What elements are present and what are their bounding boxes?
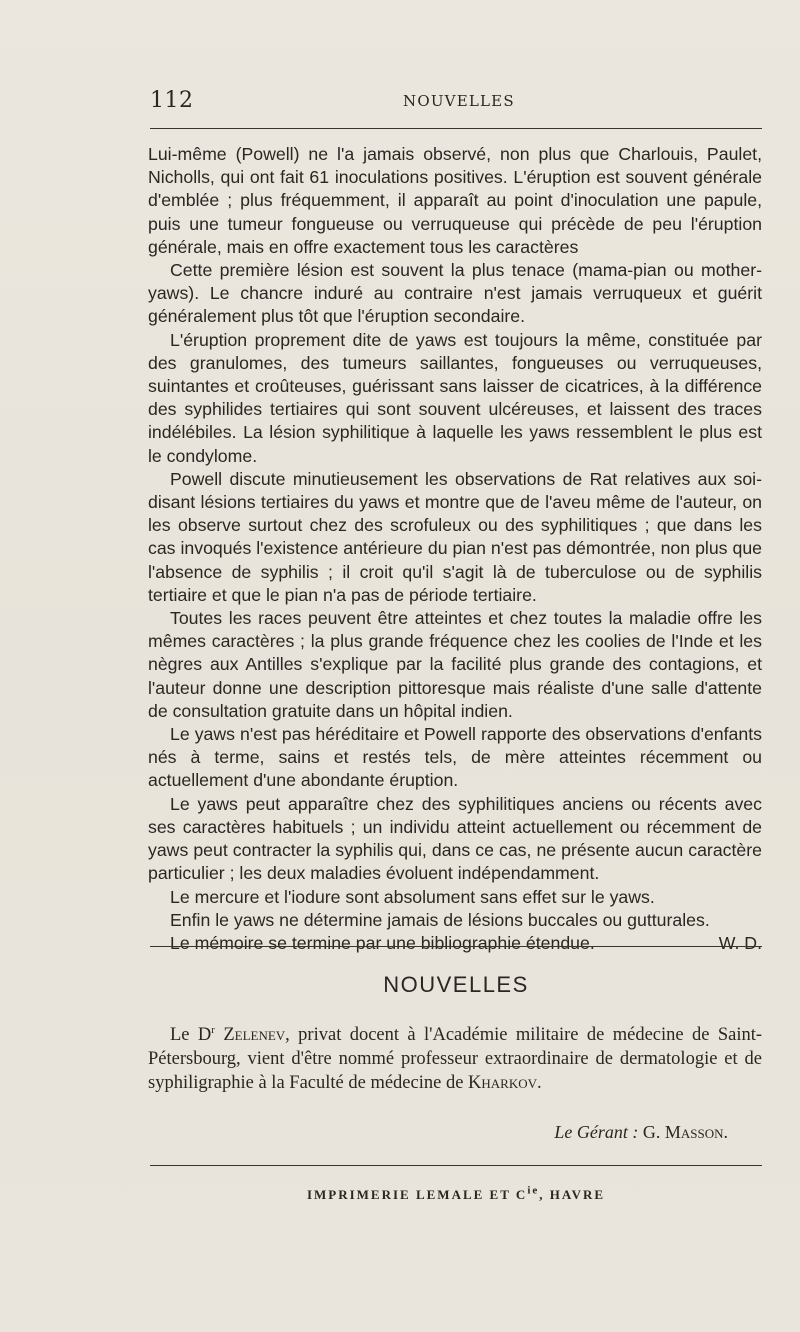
paragraph-with-signature xyxy=(148,932,762,955)
news-title-sup: r xyxy=(211,1023,215,1036)
section-title: NOUVELLES xyxy=(383,972,529,997)
news-text: , privat docent à l'Académie militaire de médecine de Saint-Pétersbourg, vient d'être nommé professeur extraordinaire de dermatologie et de syphiligraphie à la Faculté de médecine de xyxy=(148,1025,763,1093)
page-number: 112 xyxy=(150,88,194,113)
running-head: NOUVELLES xyxy=(403,92,515,110)
paragraph: Cette première lésion est souvent la plus tenace (mama-pian ou mother-yaws). Le chancre induré au contraire n'est jamais verruqueux et guérit généralement plus tôt que l'éruption secondaire. xyxy=(148,260,762,327)
imprint-city: , HAVRE xyxy=(539,1187,606,1202)
paragraph: Toutes les races peuvent être atteintes et chez toutes la maladie offre les mêmes caractères ; la plus grande fréquence chez les coolies de l'Inde et les nègres aux Antilles s'explique par la facilité plus grande des contagions, et l'auteur donne une description pittoresque mais réaliste d'une salle d'attente de consultation gratuite dans un hôpital indien. xyxy=(148,608,762,721)
paragraph: Lui-même (Powell) ne l'a jamais observé, non plus que Charlouis, Paulet, Nicholls, qui ont fait 61 inoculations positives. L'éruption est souvent générale d'emblée ; plus fréquemment, il apparaît au point d'inoculation une papule, puis une tumeur fongueuse ou verruqueuse qui précède de peu l'éruption générale, mais en offre exactement tous les caractères xyxy=(148,144,762,257)
imprint-text: IMPRIMERIE LEMALE ET C xyxy=(306,1187,528,1202)
gerant-label: Le Gérant : xyxy=(554,1122,639,1142)
news-prefix: Le D xyxy=(170,1025,212,1045)
person-name: Zelenev xyxy=(223,1025,286,1045)
article-body xyxy=(148,143,762,955)
footer-rule xyxy=(150,1165,762,1166)
paragraph: L'éruption proprement dite de yaws est toujours la même, constituée par des granulomes, des tumeurs saillantes, fongueuses ou verruqueuses, suintantes et croûteuses, guérissant sans laisser de cicatrices, à la différence des syphilides tertiaires qui sont souvent ulcéreuses, et laissent des traces indélébiles. La lésion syphilitique à laquelle les yaws ressemblent le plus est le condylome. xyxy=(148,329,762,466)
signature: W. D. xyxy=(718,932,762,953)
paragraph: Powell discute minutieusement les observations de Rat relatives aux soi-disant lésions tertiaires du yaws et montre que de l'aveu même de l'auteur, on les observe surtout chez des scrofuleux ou des syphilitiques ; que dans les cas invoqués l'existence antérieure du pian n'est pas démontrée, non plus que l'absence de syphilis ; il croit qu'il s'agit là de tuberculose ou de syphilis tertiaire et que le pian n'a pas de période tertiaire. xyxy=(148,468,762,605)
gerant-line xyxy=(150,1122,728,1143)
news-text-end: . xyxy=(537,1073,542,1093)
paragraph: Le mémoire se termine par une bibliographie étendue. xyxy=(170,932,595,953)
section-rule xyxy=(150,946,762,947)
imprint xyxy=(150,1184,762,1203)
imprint-sup: ie xyxy=(527,1184,540,1197)
paragraph: Le yaws n'est pas héréditaire et Powell rapporte des observations d'enfants nés à terme, sains et restés tels, de mère atteintes récemment ou actuellement d'une abondante éruption. xyxy=(148,724,762,791)
gerant-initial: G. xyxy=(642,1122,661,1142)
paragraph: Le mercure et l'iodure sont absolument sans effet sur le yaws. xyxy=(170,886,655,907)
news-paragraph xyxy=(148,1023,762,1095)
city-name: Kharkov xyxy=(468,1073,538,1093)
news-body xyxy=(148,1023,762,1095)
header-rule xyxy=(150,128,762,129)
gerant-end: . xyxy=(723,1122,728,1142)
page-header xyxy=(150,88,762,118)
paragraph: Le yaws peut apparaître chez des syphilitiques anciens ou récents avec ses caractères habituels ; un individu atteint actuellement ou récemment de yaws peut contracter la syphilis qui, dans ce cas, ne présente aucun caractère particulier ; les deux maladies évoluent indépendamment. xyxy=(148,793,762,884)
gerant-name: Masson xyxy=(664,1122,724,1142)
paragraph: Enfin le yaws ne détermine jamais de lésions buccales ou gutturales. xyxy=(170,909,710,930)
